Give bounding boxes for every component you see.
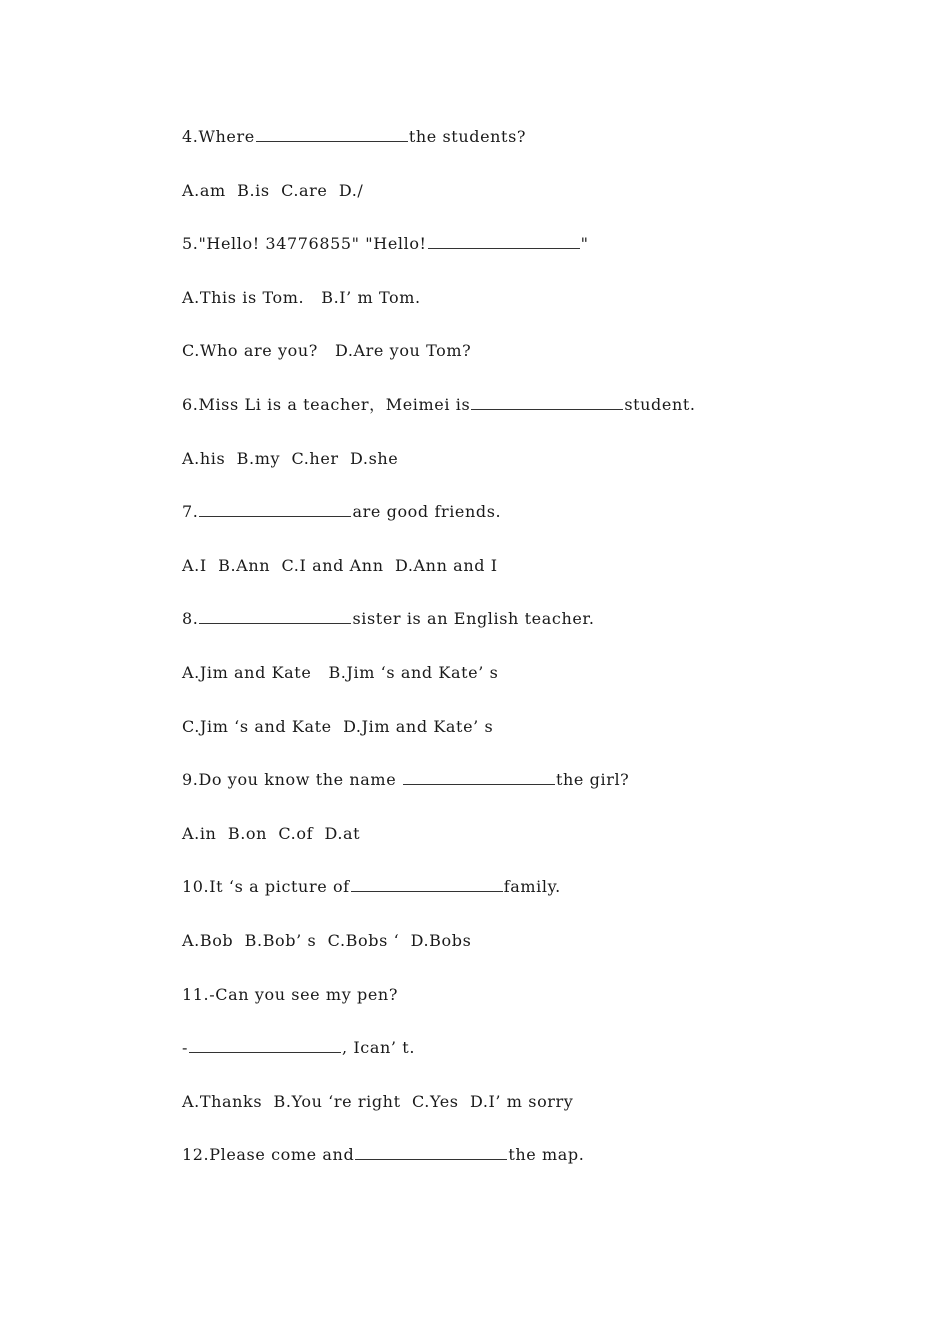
answer-blank xyxy=(189,1036,341,1053)
question-text: 8. xyxy=(182,609,199,629)
question-text: are good friends. xyxy=(352,502,502,522)
question-8-options-1 xyxy=(182,659,882,713)
question-text: 10.It ‘s a picture of xyxy=(182,877,350,897)
question-8-options-2 xyxy=(182,713,882,767)
option-text: C.Who are you? D.Are you Tom? xyxy=(182,341,472,361)
option-text: A.I B.Ann C.I and Ann D.Ann and I xyxy=(182,555,498,575)
answer-blank xyxy=(471,393,623,410)
question-4 xyxy=(182,123,882,177)
question-text: family. xyxy=(503,877,561,897)
answer-blank xyxy=(199,607,351,624)
option-text: A.This is Tom. B.I’ m Tom. xyxy=(182,287,421,307)
question-text: the girl? xyxy=(555,770,630,790)
answer-blank xyxy=(355,1143,507,1160)
question-text: " xyxy=(580,234,589,254)
question-11-options xyxy=(182,1088,882,1142)
question-11-response xyxy=(182,1034,882,1088)
question-text: the students? xyxy=(408,127,527,146)
question-list xyxy=(182,123,882,1195)
question-text: 6.Miss Li is a teacher，Meimei is xyxy=(182,394,471,414)
question-5 xyxy=(182,230,882,284)
question-text: student. xyxy=(624,394,696,414)
question-5-options-2 xyxy=(182,337,882,391)
question-6 xyxy=(182,391,882,445)
option-text: A.Jim and Kate B.Jim ‘s and Kate’ s xyxy=(182,662,499,682)
answer-blank xyxy=(403,768,555,785)
option-text: A.his B.my C.her D.she xyxy=(182,448,399,468)
question-9-options xyxy=(182,820,882,874)
question-10-options xyxy=(182,927,882,981)
question-text: 5."Hello! 34776855" "Hello! xyxy=(182,234,427,254)
question-text: 4.Where xyxy=(182,127,255,146)
option-text: A.am B.is C.are D./ xyxy=(182,180,364,200)
question-7 xyxy=(182,498,882,552)
question-text: the map. xyxy=(508,1145,585,1165)
question-text: 9.Do you know the name xyxy=(182,770,402,790)
option-text: C.Jim ‘s and Kate D.Jim and Kate’ s xyxy=(182,716,494,736)
question-7-options xyxy=(182,552,882,606)
question-9 xyxy=(182,766,882,820)
question-text: sister is an English teacher. xyxy=(352,609,595,629)
question-text: - xyxy=(182,1038,189,1058)
question-8 xyxy=(182,605,882,659)
question-text: 11.-Can you see my pen? xyxy=(182,984,399,1004)
question-text: 7. xyxy=(182,502,199,522)
answer-blank xyxy=(256,125,408,142)
question-text: 12.Please come and xyxy=(182,1145,355,1165)
question-4-options xyxy=(182,177,882,231)
answer-blank xyxy=(351,875,503,892)
option-text: A.in B.on C.of D.at xyxy=(182,823,361,843)
question-10 xyxy=(182,873,882,927)
question-11 xyxy=(182,981,882,1035)
question-5-options-1 xyxy=(182,284,882,338)
question-12 xyxy=(182,1141,882,1195)
option-text: A.Bob B.Bob’ s C.Bobs ‘ D.Bobs xyxy=(182,930,472,950)
question-6-options xyxy=(182,445,882,499)
question-text: , Ican’ t. xyxy=(342,1038,415,1058)
answer-blank xyxy=(428,232,580,249)
answer-blank xyxy=(199,500,351,517)
option-text: A.Thanks B.You ‘re right C.Yes D.I’ m sorry xyxy=(182,1091,574,1111)
